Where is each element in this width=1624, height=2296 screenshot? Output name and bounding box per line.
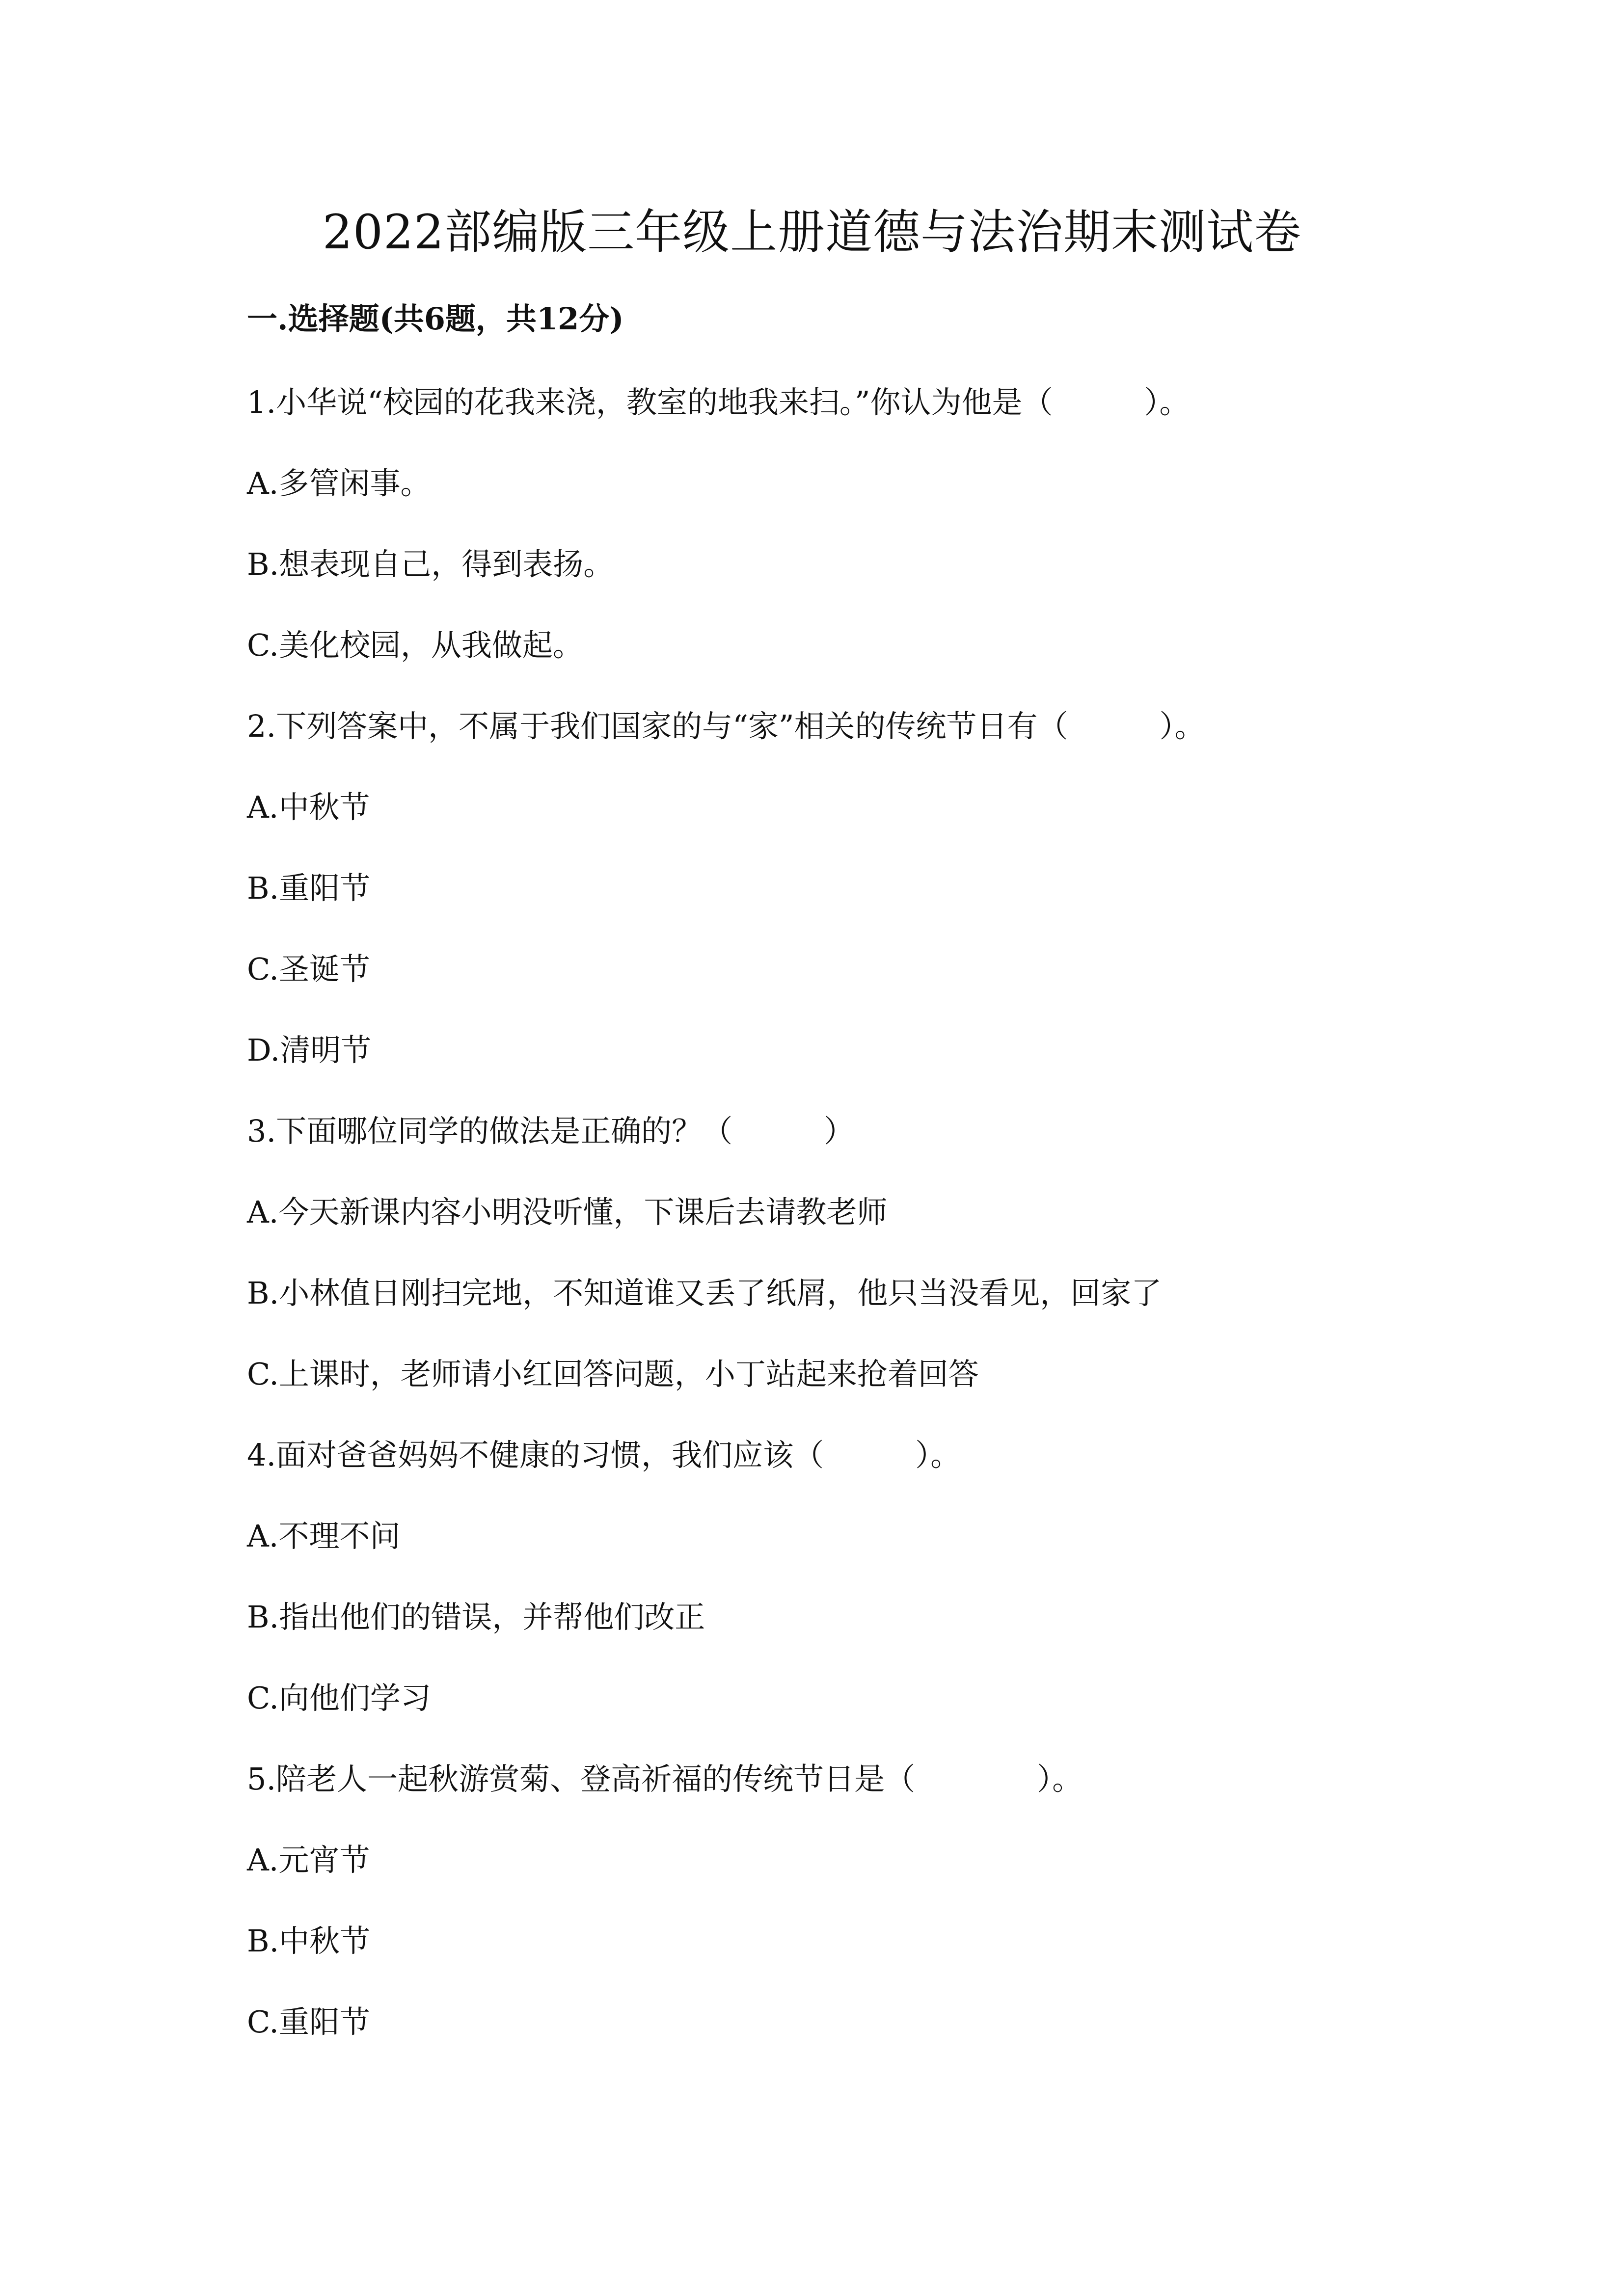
question-1-option-a: A.多管闲事。 — [247, 465, 431, 501]
question-5-option-b: B.中秋节 — [247, 1923, 371, 1959]
question-3-option-c: C.上课时，老师请小红回答问题，小丁站起来抢着回答 — [247, 1356, 979, 1392]
question-1-option-c: C.美化校园，从我做起。 — [247, 627, 583, 663]
question-2-option-b: B.重阳节 — [247, 870, 371, 906]
question-4-option-c: C.向他们学习 — [247, 1680, 431, 1716]
question-5-stem: 5.陪老人一起秋游赏菊、登高祈福的传统节日是（ ）。 — [247, 1761, 1083, 1797]
page-title: 2022部编版三年级上册道德与法治期末测试卷 — [322, 205, 1302, 260]
question-2-option-a: A.中秋节 — [247, 789, 370, 825]
question-4-stem: 4.面对爸爸妈妈不健康的习惯，我们应该（ ）。 — [247, 1437, 961, 1473]
question-3-stem: 3.下面哪位同学的做法是正确的？（ ） — [247, 1113, 855, 1149]
question-2-stem: 2.下列答案中，不属于我们国家的与“家”相关的传统节日有（ ）。 — [247, 708, 1205, 744]
question-5-option-a: A.元宵节 — [247, 1842, 370, 1878]
question-2-option-c: C.圣诞节 — [247, 951, 370, 987]
question-4-option-a: A.不理不问 — [247, 1518, 401, 1554]
question-3-option-b: B.小林值日刚扫完地，不知道谁又丢了纸屑，他只当没看见，回家了 — [247, 1275, 1162, 1311]
question-5-option-c: C.重阳节 — [247, 2004, 370, 2040]
question-4-option-b: B.指出他们的错误，并帮他们改正 — [247, 1599, 705, 1635]
question-1-option-b: B.想表现自己，得到表扬。 — [247, 546, 614, 582]
question-2-option-d: D.清明节 — [247, 1032, 372, 1068]
section-heading: 一.选择题(共6题，共12分) — [247, 301, 624, 337]
question-3-option-a: A.今天新课内容小明没听懂，下课后去请教老师 — [247, 1194, 888, 1230]
question-1-stem: 1.小华说“校园的花我来浇，教室的地我来扫。”你认为他是（ ）。 — [247, 384, 1190, 420]
